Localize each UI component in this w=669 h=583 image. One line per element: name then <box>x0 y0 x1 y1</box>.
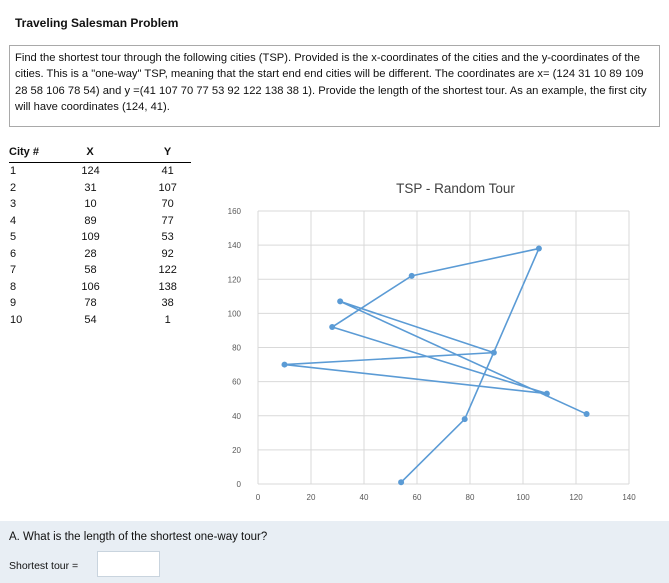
cell-city: 8 <box>10 280 17 293</box>
table-row <box>9 246 191 263</box>
x-tick-label: 140 <box>622 493 636 502</box>
table-row <box>9 180 191 197</box>
y-tick-label: 60 <box>232 377 241 387</box>
data-point <box>584 411 590 417</box>
cell-city: 10 <box>10 313 23 326</box>
page-title: Traveling Salesman Problem <box>15 16 179 30</box>
data-point <box>337 298 343 304</box>
problem-statement: Find the shortest tour through the following cities (TSP). Provided is the x-coordinates of the cities and the y-coordinates of the cities. This is a "one-way" TSP, meaning that the start end end cities will be different. The coordinates are x= (124 31 10 89 109 28 58 106 78 54) and y =(41 107 70 77 53 92 122 138 38 1). Provide the length of the shortest tour. As an example, the first city will have coordinates (124, 41). <box>9 45 660 127</box>
cell-y: 138 <box>158 280 177 293</box>
data-point <box>544 391 550 397</box>
header-y: Y <box>163 146 172 158</box>
x-tick-label: 0 <box>255 493 261 502</box>
cell-city: 9 <box>10 297 17 309</box>
y-tick-label: 40 <box>232 411 241 421</box>
cell-y: 41 <box>161 165 174 177</box>
y-tick-label: 20 <box>232 445 241 455</box>
cell-x: 109 <box>81 231 100 243</box>
table-row <box>9 279 191 296</box>
data-point <box>536 246 542 252</box>
table-row <box>9 295 191 312</box>
table-row <box>9 163 191 180</box>
tsp-chart <box>200 166 660 516</box>
data-point <box>329 324 335 330</box>
table-header <box>9 146 191 163</box>
cell-city: 5 <box>10 231 17 243</box>
table-row <box>9 229 191 246</box>
cell-city: 3 <box>10 198 17 210</box>
cell-y: 38 <box>161 297 174 309</box>
x-tick-label: 60 <box>412 493 422 502</box>
x-tick-label: 100 <box>516 493 530 502</box>
cell-x: 124 <box>81 165 100 177</box>
header-x: X <box>86 146 94 158</box>
table-row <box>9 312 191 329</box>
table-row <box>9 213 191 230</box>
y-tick-label: 140 <box>227 241 241 251</box>
cell-x: 106 <box>81 280 100 293</box>
cell-x: 78 <box>84 297 97 309</box>
table-row <box>9 262 191 279</box>
y-tick-label: 0 <box>236 480 241 489</box>
data-point <box>409 273 415 279</box>
data-point <box>491 350 497 356</box>
cell-y: 1 <box>164 313 171 326</box>
x-tick-label: 40 <box>359 493 369 502</box>
x-tick-label: 80 <box>465 493 475 502</box>
cell-y: 53 <box>161 231 174 243</box>
cell-x: 58 <box>84 264 97 276</box>
cities-table <box>9 146 191 328</box>
cell-city: 1 <box>10 165 17 177</box>
y-tick-label: 120 <box>227 275 241 285</box>
cell-y: 77 <box>161 214 174 227</box>
tour-line <box>285 249 587 483</box>
x-tick-label: 120 <box>569 493 583 502</box>
data-point <box>462 416 468 422</box>
cell-city: 2 <box>10 181 17 194</box>
chart-panel <box>200 166 660 516</box>
shortest-tour-input[interactable] <box>97 551 160 577</box>
data-point <box>398 479 404 485</box>
header-city: City # <box>9 146 39 158</box>
answer-label: Shortest tour = <box>9 560 79 572</box>
data-point <box>282 362 288 368</box>
x-tick-label: 20 <box>306 493 316 502</box>
chart-title: TSP - Random Tour <box>396 181 515 196</box>
table-row <box>9 196 191 213</box>
cell-y: 122 <box>158 264 177 276</box>
y-tick-label: 160 <box>227 207 241 216</box>
cell-x: 10 <box>84 198 97 210</box>
cell-x: 89 <box>84 214 97 227</box>
question-panel <box>0 521 669 583</box>
question-text: A. What is the length of the shortest one-way tour? <box>9 531 268 543</box>
cell-x: 31 <box>84 181 97 194</box>
cell-city: 6 <box>10 247 17 260</box>
y-tick-label: 100 <box>227 309 241 319</box>
cell-city: 7 <box>10 264 17 276</box>
cell-y: 107 <box>158 181 177 194</box>
y-tick-label: 80 <box>232 343 241 353</box>
cell-x: 28 <box>84 247 97 260</box>
cell-y: 92 <box>161 247 174 260</box>
cell-city: 4 <box>10 214 17 227</box>
cell-y: 70 <box>161 198 174 210</box>
cell-x: 54 <box>84 313 97 326</box>
